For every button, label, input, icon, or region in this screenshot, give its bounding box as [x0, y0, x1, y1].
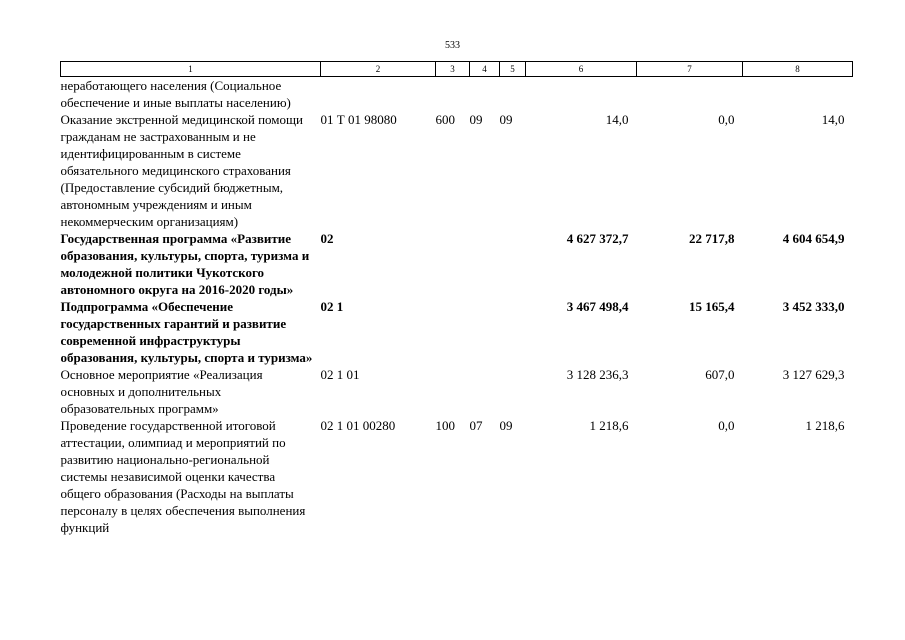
row-code — [321, 77, 436, 112]
row-rz — [470, 230, 500, 298]
table-row — [61, 298, 853, 366]
row-value-7: 0,0 — [718, 112, 735, 127]
column-header: 1 — [61, 62, 321, 77]
row-vr — [436, 366, 470, 417]
row-value-8: 3 452 333,0 — [782, 299, 845, 314]
column-header: 5 — [500, 62, 526, 77]
row-pr: 09 — [499, 112, 513, 127]
table-row — [61, 366, 853, 417]
row-pr — [500, 230, 526, 298]
column-header: 4 — [470, 62, 500, 77]
row-value-7: 22 717,8 — [689, 231, 735, 246]
row-vr — [436, 77, 470, 112]
row-vr — [436, 298, 470, 366]
row-value-6: 3 467 498,4 — [566, 299, 629, 314]
table-row — [61, 230, 853, 298]
row-value-6: 4 627 372,7 — [566, 231, 629, 246]
row-description: Оказание экстренной медицинской помощи гражданам не застрахованным и не идентифицированным в системе обязательного медицинского страхования (Предоставление субсидий бюджетным, автономным учреждениям и иным некоммерческим организациям) — [60, 112, 303, 229]
row-pr — [500, 366, 526, 417]
row-rz — [470, 77, 500, 112]
row-pr — [500, 298, 526, 366]
row-code: 02 1 01 00280 — [320, 418, 396, 433]
column-header: 7 — [637, 62, 743, 77]
row-description: Подпрограмма «Обеспечение государственных гарантий и развитие современной инфраструктуры образования, культуры, спорта и туризма» — [60, 299, 313, 365]
row-pr — [500, 77, 526, 112]
row-description: неработающего населения (Социальное обеспечение и иные выплаты населению) — [60, 78, 291, 110]
row-description: Проведение государственной итоговой аттестации, олимпиад и мероприятий по развитию национально-региональной системы независимой оценки качества общего образования (Расходы на выплаты персоналу в целях обеспечения выполнения функций — [60, 418, 306, 535]
row-rz — [470, 298, 500, 366]
row-value-8: 14,0 — [821, 112, 845, 127]
budget-table — [60, 61, 853, 536]
column-header: 8 — [743, 62, 853, 77]
column-header: 2 — [321, 62, 436, 77]
row-code: 02 1 01 — [320, 367, 360, 382]
table-row — [61, 417, 853, 536]
row-value-8: 4 604 654,9 — [782, 231, 845, 246]
row-code: 02 — [320, 231, 334, 246]
row-value-6: 3 128 236,3 — [566, 367, 629, 382]
row-value-8: 3 127 629,3 — [782, 367, 845, 382]
row-description: Основное мероприятие «Реализация основных и дополнительных образовательных программ» — [60, 367, 263, 416]
column-header: 6 — [526, 62, 637, 77]
row-value-7: 0,0 — [718, 418, 735, 433]
row-value-7: 15 165,4 — [689, 299, 735, 314]
row-rz: 09 — [469, 112, 483, 127]
table-row — [61, 77, 853, 112]
row-pr: 09 — [499, 418, 513, 433]
row-vr: 100 — [435, 418, 455, 433]
row-vr — [436, 230, 470, 298]
row-value-6 — [526, 77, 637, 112]
row-rz — [470, 366, 500, 417]
row-value-6: 1 218,6 — [589, 418, 629, 433]
row-code: 02 1 — [320, 299, 344, 314]
row-value-7: 607,0 — [705, 367, 735, 382]
row-value-6: 14,0 — [605, 112, 629, 127]
row-value-8 — [743, 77, 853, 112]
row-rz: 07 — [469, 418, 483, 433]
row-vr: 600 — [435, 112, 455, 127]
table-row — [61, 111, 853, 230]
column-number-header-row — [61, 62, 853, 77]
page-number: 533 — [445, 40, 460, 51]
column-header: 3 — [436, 62, 470, 77]
row-code: 01 Т 01 98080 — [320, 112, 397, 127]
row-value-7 — [637, 77, 743, 112]
row-description: Государственная программа «Развитие образования, культуры, спорта, туризма и молодежной политики Чукотского автономного округа на 2016-2020 годы» — [60, 231, 310, 297]
row-value-8: 1 218,6 — [805, 418, 845, 433]
